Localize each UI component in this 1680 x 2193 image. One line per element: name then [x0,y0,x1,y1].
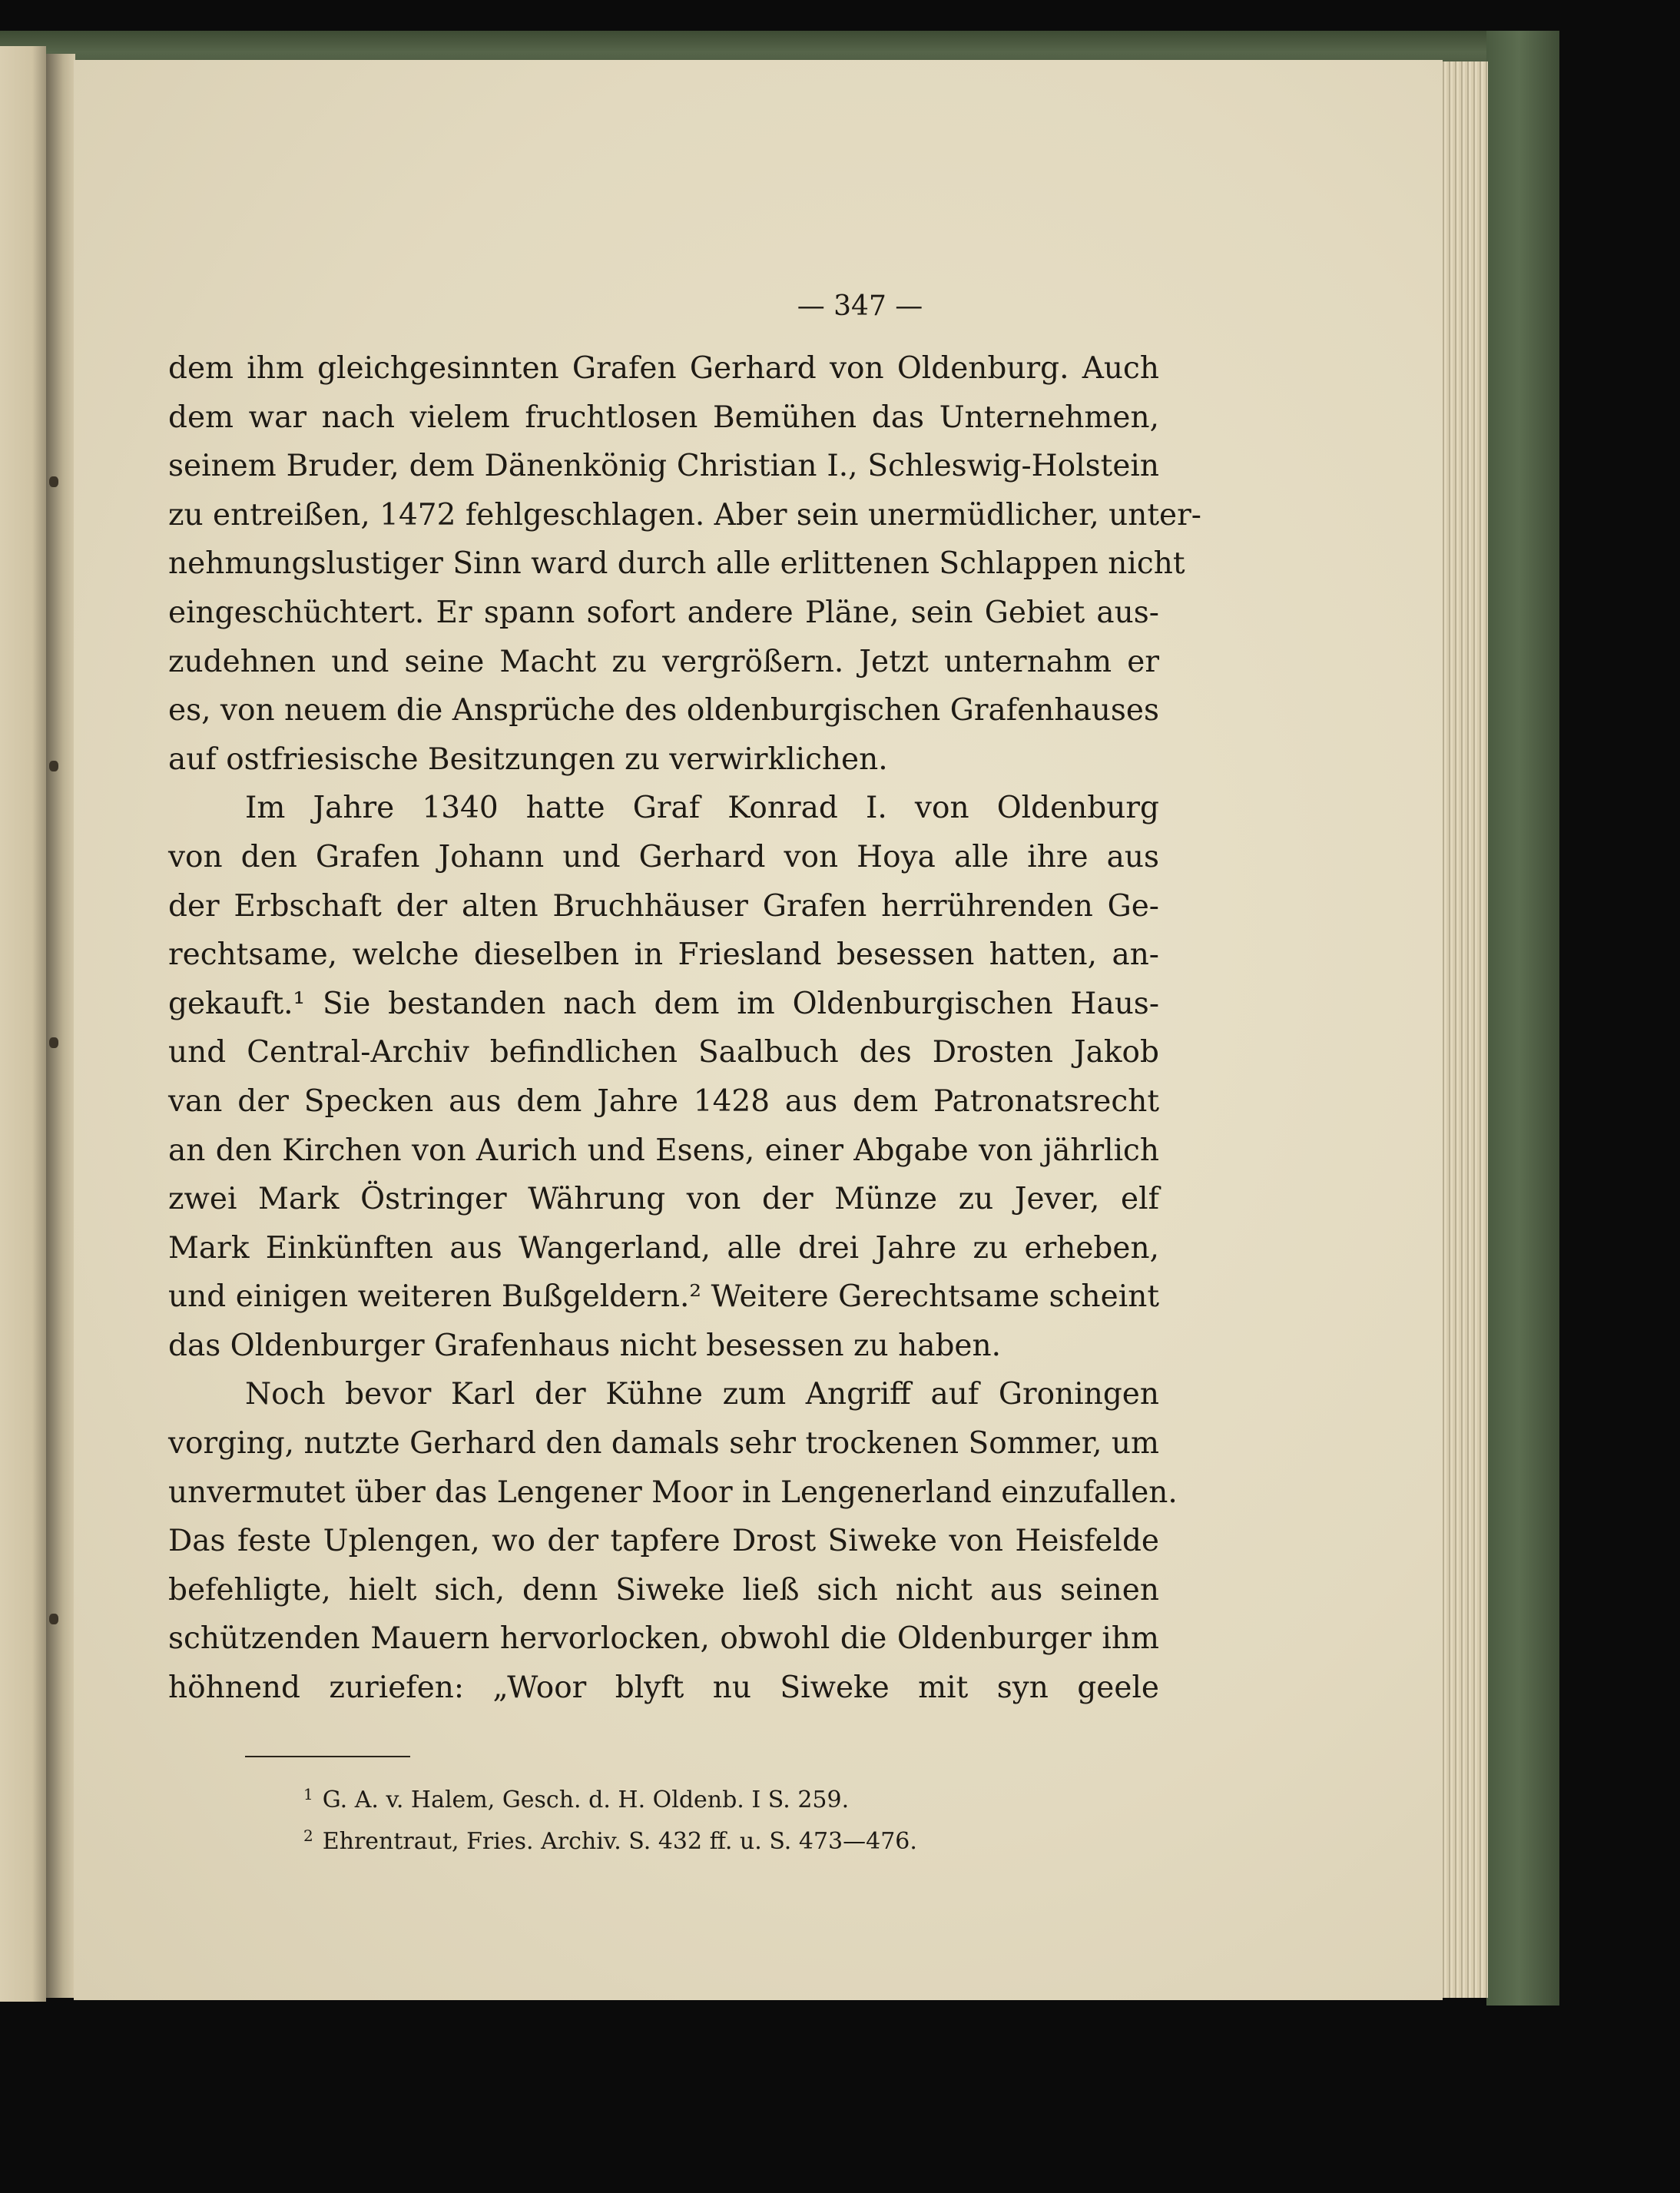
text-line: eingeschüchtert. Er spann sofort andere Pläne, sein Gebiet aus- [168,595,1159,630]
text-line: Noch bevor Karl der Kühne zum Angriff auf Groningen [245,1377,1159,1412]
text-line: Mark Einkünften aus Wangerland, alle drei Jahre zu erheben, [168,1230,1159,1266]
footnote-text: G. A. v. Halem, Gesch. d. H. Oldenb. I S. 259. [322,1787,850,1813]
left-page-edge [0,46,46,2002]
text-line: der Erbschaft der alten Bruchhäuser Grafen herrührenden Ge- [168,888,1159,924]
text-line: auf ostfriesische Besitzungen zu verwirklichen. [168,742,888,777]
text-line: Im Jahre 1340 hatte Graf Konrad I. von Oldenburg [245,791,1159,826]
text-line: und einigen weiteren Bußgeldern.² Weitere Gerechtsame scheint [168,1279,1159,1315]
footnote-rule [245,1756,410,1757]
text-line: zwei Mark Östringer Währung von der Münze zu Jever, elf [168,1182,1159,1217]
text-line: schützenden Mauern hervorlocken, obwohl die Oldenburger ihm [168,1621,1159,1657]
footnote-mark: 2 [303,1826,313,1845]
text-line: van der Specken aus dem Jahre 1428 aus dem Patronatsrecht [168,1083,1159,1119]
text-line: höhnend zuriefen: „Woor blyft nu Siweke mit syn geele [168,1670,1159,1706]
footnote-mark: 1 [303,1785,313,1803]
text-line: zudehnen und seine Macht zu vergrößern. Jetzt unternahm er [168,644,1159,679]
footnotes [303,1777,1242,1860]
book-cover-right [1486,31,1559,2006]
text-line: unvermutet über das Lengener Moor in Lengenerland einzufallen. [168,1475,1178,1510]
binding-thread-marks [48,54,63,1998]
text-line: seinem Bruder, dem Dänenkönig Christian I., Schleswig-Holstein [168,449,1159,484]
text-line: zu entreißen, 1472 fehlgeschlagen. Aber sein unermüdlicher, unter- [168,497,1201,532]
text-line: dem war nach vielem fruchtlosen Bemühen das Unternehmen, [168,400,1159,435]
page-number: — 347 — [797,290,923,322]
text-line: rechtsame, welche dieselben in Friesland besessen hatten, an- [168,937,1159,973]
text-line: dem ihm gleichgesinnten Grafen Gerhard von Oldenburg. Auch [168,351,1159,386]
text-line: befehligte, hielt sich, denn Siweke ließ sich nicht aus seinen [168,1572,1159,1607]
text-line: und Central-Archiv befindlichen Saalbuch des Drosten Jakob [168,1035,1159,1070]
text-line: vorging, nutzte Gerhard den damals sehr trockenen Sommer, um [168,1426,1160,1461]
text-line: es, von neuem die Ansprüche des oldenburgischen Grafenhauses [168,693,1159,728]
text-line: nehmungslustiger Sinn ward durch alle erlittenen Schlappen nicht [168,546,1185,582]
footnote-text: Ehrentraut, Fries. Archiv. S. 432 ff. u. S. 473—476. [322,1828,917,1855]
footnote [303,1777,1242,1818]
page-edges [1440,61,1488,1998]
body-text [168,344,1201,1713]
text-line: das Oldenburger Grafenhaus nicht besessen zu haben. [168,1328,1002,1363]
text-line: gekauft.¹ Sie bestanden nach dem im Oldenburgischen Haus- [168,986,1159,1021]
text-line: Das feste Uplengen, wo der tapfere Drost Siweke von Heisfelde [168,1524,1159,1559]
text-line: an den Kirchen von Aurich und Esens, einer Abgabe von jährlich [168,1133,1159,1168]
footnote [303,1818,1242,1860]
text-line: von den Grafen Johann und Gerhard von Hoya alle ihre aus [168,839,1159,874]
